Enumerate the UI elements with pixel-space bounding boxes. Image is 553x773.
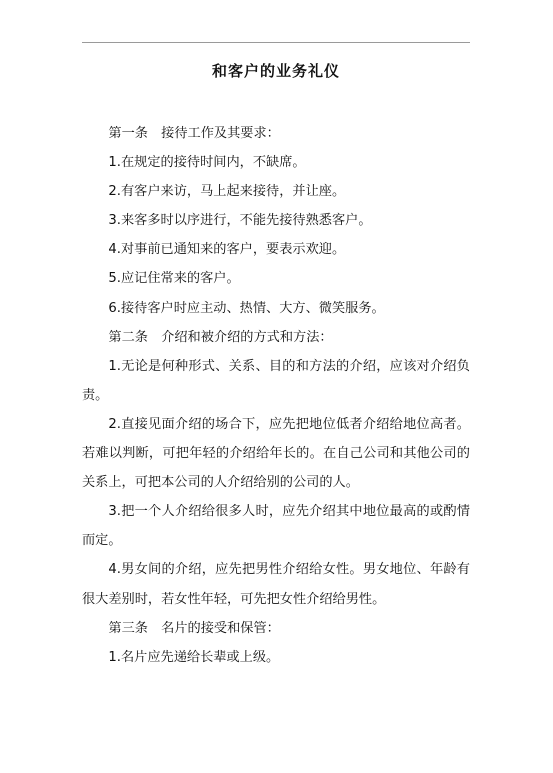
paragraph: 4.对事前已通知来的客户，要表示欢迎。 bbox=[108, 242, 346, 258]
section-heading-3: 第三条 名片的接受和保管： bbox=[108, 620, 280, 636]
paragraph: 1.无论是何种形式、关系、目的和方法的介绍，应该对介绍负责。 bbox=[82, 358, 470, 403]
paragraph: 1.名片应先递给长辈或上级。 bbox=[108, 649, 280, 665]
section-heading-1: 第一条 接待工作及其要求： bbox=[108, 126, 280, 141]
paragraph: 1.在规定的接待时间内，不缺席。 bbox=[108, 155, 306, 171]
document-title: 和客户的业务礼仪 bbox=[211, 62, 340, 80]
document-body bbox=[82, 119, 470, 672]
section-heading-2: 第二条 介绍和被介绍的方式和方法： bbox=[108, 329, 333, 345]
paragraph: 3.来客多时以序进行，不能先接待熟悉客户。 bbox=[108, 213, 372, 229]
paragraph: 2.直接见面介绍的场合下，应先把地位低者介绍给地位高者。若难以判断，可把年轻的介绍给年长的。在自己公司和其他公司的关系上，可把本公司的人介绍给别的公司的人。 bbox=[82, 416, 470, 491]
paragraph: 6.接待客户时应主动、热情、大方、微笑服务。 bbox=[108, 300, 385, 316]
paragraph: 5.应记住常来的客户。 bbox=[108, 271, 240, 287]
paragraph: 2.有客户来访，马上起来接待，并让座。 bbox=[108, 184, 346, 200]
paragraph: 3.把一个人介绍给很多人时，应先介绍其中地位最高的或酌情而定。 bbox=[82, 504, 470, 549]
header-rule bbox=[82, 42, 470, 43]
paragraph: 4.男女间的介绍，应先把男性介绍给女性。男女地位、年龄有很大差别时，若女性年轻，可先把女性介绍给男性。 bbox=[82, 562, 470, 607]
